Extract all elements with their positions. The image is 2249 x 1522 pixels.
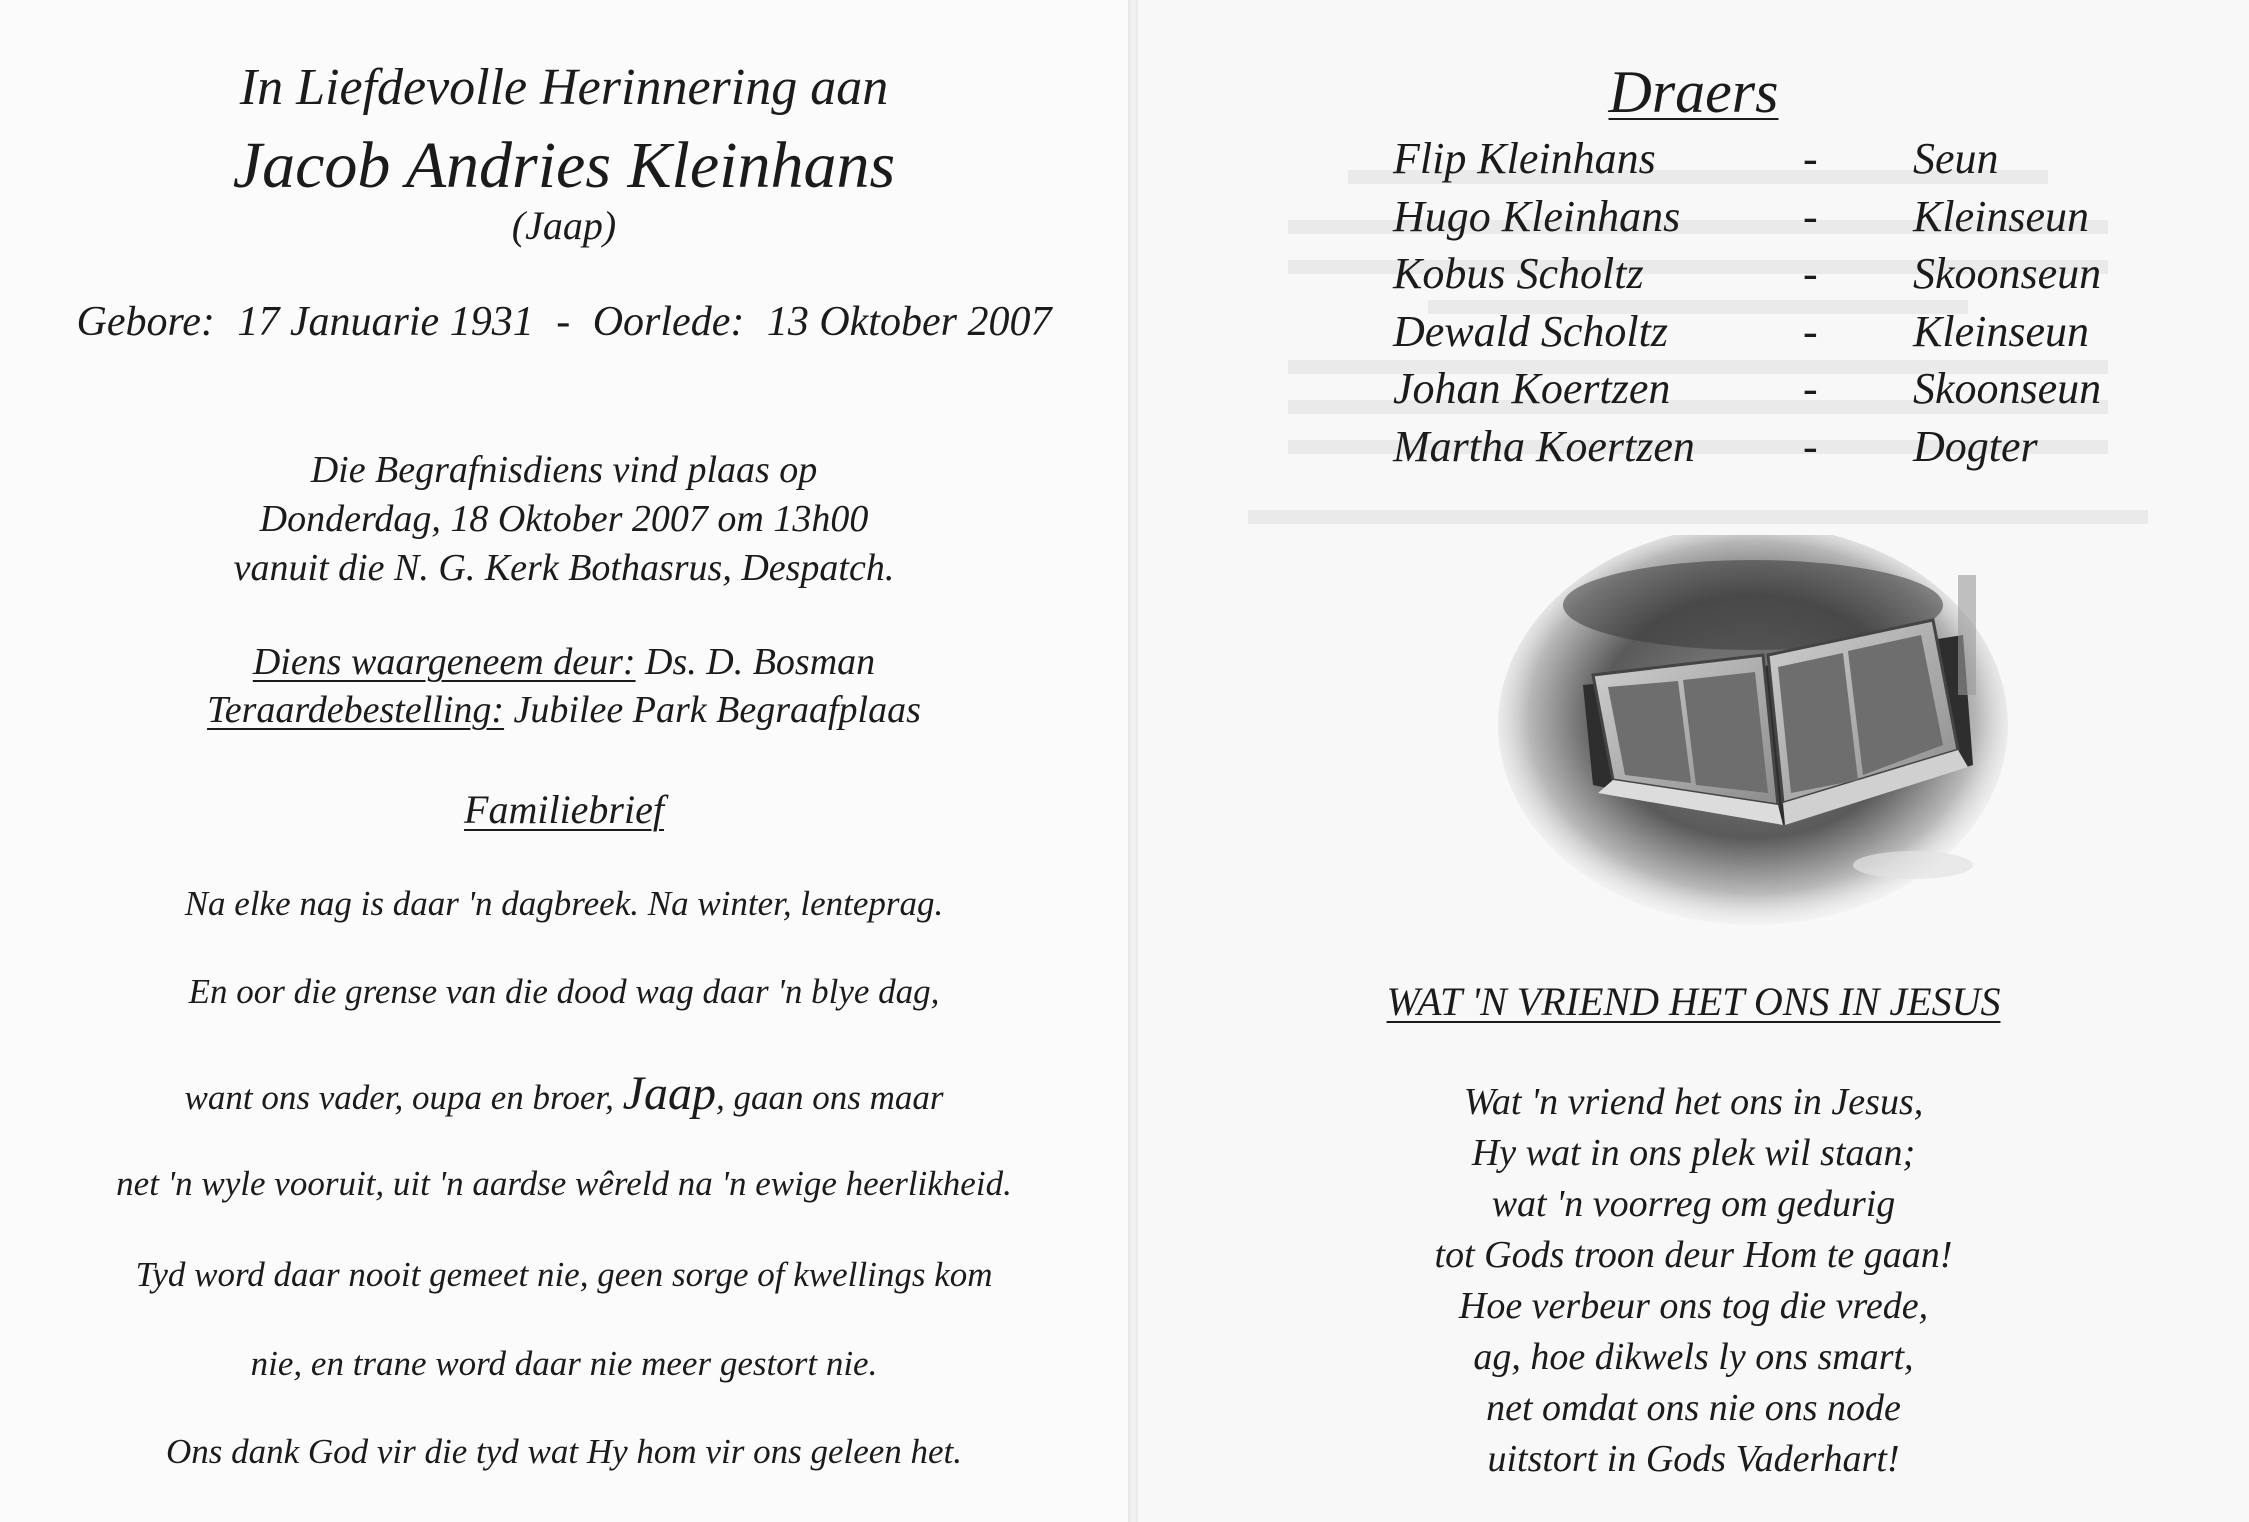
bearer-row — [1393, 245, 2153, 303]
hymn-title — [1138, 978, 2249, 1025]
bearer-row — [1393, 360, 2153, 418]
bearer-relation: Kleinseun — [1913, 306, 2089, 356]
open-bible-icon — [1493, 535, 2013, 935]
page-fold — [1128, 0, 1138, 1522]
bearer-row — [1393, 303, 2153, 361]
bearers-list — [1393, 130, 2153, 475]
bearer-dash: - — [1803, 306, 1818, 356]
bearer-name: Dewald Scholtz — [1393, 306, 1668, 356]
bearer-relation: Seun — [1913, 134, 1999, 184]
bearer-relation: Skoonseun — [1913, 364, 2102, 414]
bearers-heading — [1138, 58, 2249, 127]
letter-line: En oor die grense van die dood wag daar 'n blye dag, — [188, 972, 940, 1011]
letter-line: Na elke nag is daar 'n dagbreek. Na winter, lenteprag. — [184, 884, 944, 923]
born-date: 17 Januarie 1931 — [237, 299, 534, 345]
hymn-line: wat 'n voorreg om gedurig — [1491, 1183, 1896, 1225]
died-date: 13 Oktober 2007 — [766, 299, 1052, 345]
letter-line-part: want ons vader, oupa en broer, — [184, 1078, 614, 1117]
bearer-relation: Skoonseun — [1913, 249, 2102, 299]
letter-heading-text: Familiebrief — [464, 787, 664, 832]
letter-line: Tyd word daar nooit gemeet nie, geen sorge of kwellings kom — [135, 1255, 993, 1294]
burial-label: Teraardebestelling: — [207, 689, 505, 731]
bearer-name: Johan Koertzen — [1393, 364, 1671, 414]
bearer-relation: Kleinseun — [1913, 191, 2089, 241]
memorial-heading: In Liefdevolle Herinnering aan — [239, 59, 889, 116]
letter-line: nie, en trane word daar nie meer gestort nie. — [250, 1344, 878, 1383]
born-label: Gebore: — [76, 299, 215, 345]
officiant-name: Ds. D. Bosman — [645, 641, 876, 683]
bearer-dash: - — [1803, 421, 1818, 471]
bearer-dash: - — [1803, 191, 1818, 241]
burial-place: Jubilee Park Begraafplaas — [513, 689, 921, 731]
letter-line-name: Jaap — [622, 1067, 716, 1120]
hymn-line: uitstort in Gods Vaderhart! — [1487, 1438, 1900, 1480]
hymn-line: net omdat ons nie ons node — [1486, 1387, 1901, 1429]
hymn-line: Hy wat in ons plek wil staan; — [1471, 1132, 1916, 1174]
bearer-name: Flip Kleinhans — [1393, 134, 1656, 184]
deceased-name: Jacob Andries Kleinhans — [232, 129, 896, 202]
bearer-name: Martha Koertzen — [1393, 421, 1695, 471]
service-line: Donderdag, 18 Oktober 2007 om 13h00 — [259, 498, 869, 540]
hymn-title-text: WAT 'N VRIEND HET ONS IN JESUS — [1386, 979, 2001, 1024]
bearer-name: Kobus Scholtz — [1393, 249, 1644, 299]
letter-line-part: , gaan ons maar — [715, 1078, 944, 1117]
deceased-nickname: (Jaap) — [511, 203, 617, 248]
bearer-dash: - — [1803, 134, 1818, 184]
letter-line: Ons dank God vir die tyd wat Hy hom vir ons geleen het. — [165, 1432, 963, 1471]
bearer-row — [1393, 418, 2153, 476]
bearer-name: Hugo Kleinhans — [1393, 191, 1681, 241]
bearer-row — [1393, 130, 2153, 188]
burial-line — [0, 688, 1128, 732]
bearer-dash: - — [1803, 364, 1818, 414]
letter-line: net 'n wyle vooruit, uit 'n aardse wêreld na 'n ewige heerlikheid. — [116, 1164, 1012, 1203]
bearer-dash: - — [1803, 249, 1818, 299]
service-line: vanuit die N. G. Kerk Bothasrus, Despatch. — [233, 547, 895, 589]
hymn-line: tot Gods troon deur Hom te gaan! — [1434, 1234, 1953, 1276]
life-dates — [0, 298, 1128, 346]
died-label: Oorlede: — [592, 299, 745, 345]
officiant-line — [0, 640, 1128, 684]
hymn-line: Wat 'n vriend het ons in Jesus, — [1463, 1081, 1924, 1123]
date-separator: - — [556, 299, 571, 345]
bearer-row — [1393, 188, 2153, 246]
right-page — [1138, 0, 2249, 1522]
letter-line — [0, 1066, 1128, 1121]
service-line: Die Begrafnisdiens vind plaas op — [310, 449, 818, 491]
letter-heading — [0, 786, 1128, 833]
officiant-label: Diens waargeneem deur: — [252, 641, 636, 683]
bearers-heading-text: Draers — [1608, 59, 1779, 125]
hymn-line: Hoe verbeur ons tog die vrede, — [1458, 1285, 1929, 1327]
hymn-line: ag, hoe dikwels ly ons smart, — [1473, 1336, 1914, 1378]
bearer-relation: Dogter — [1913, 421, 2038, 471]
